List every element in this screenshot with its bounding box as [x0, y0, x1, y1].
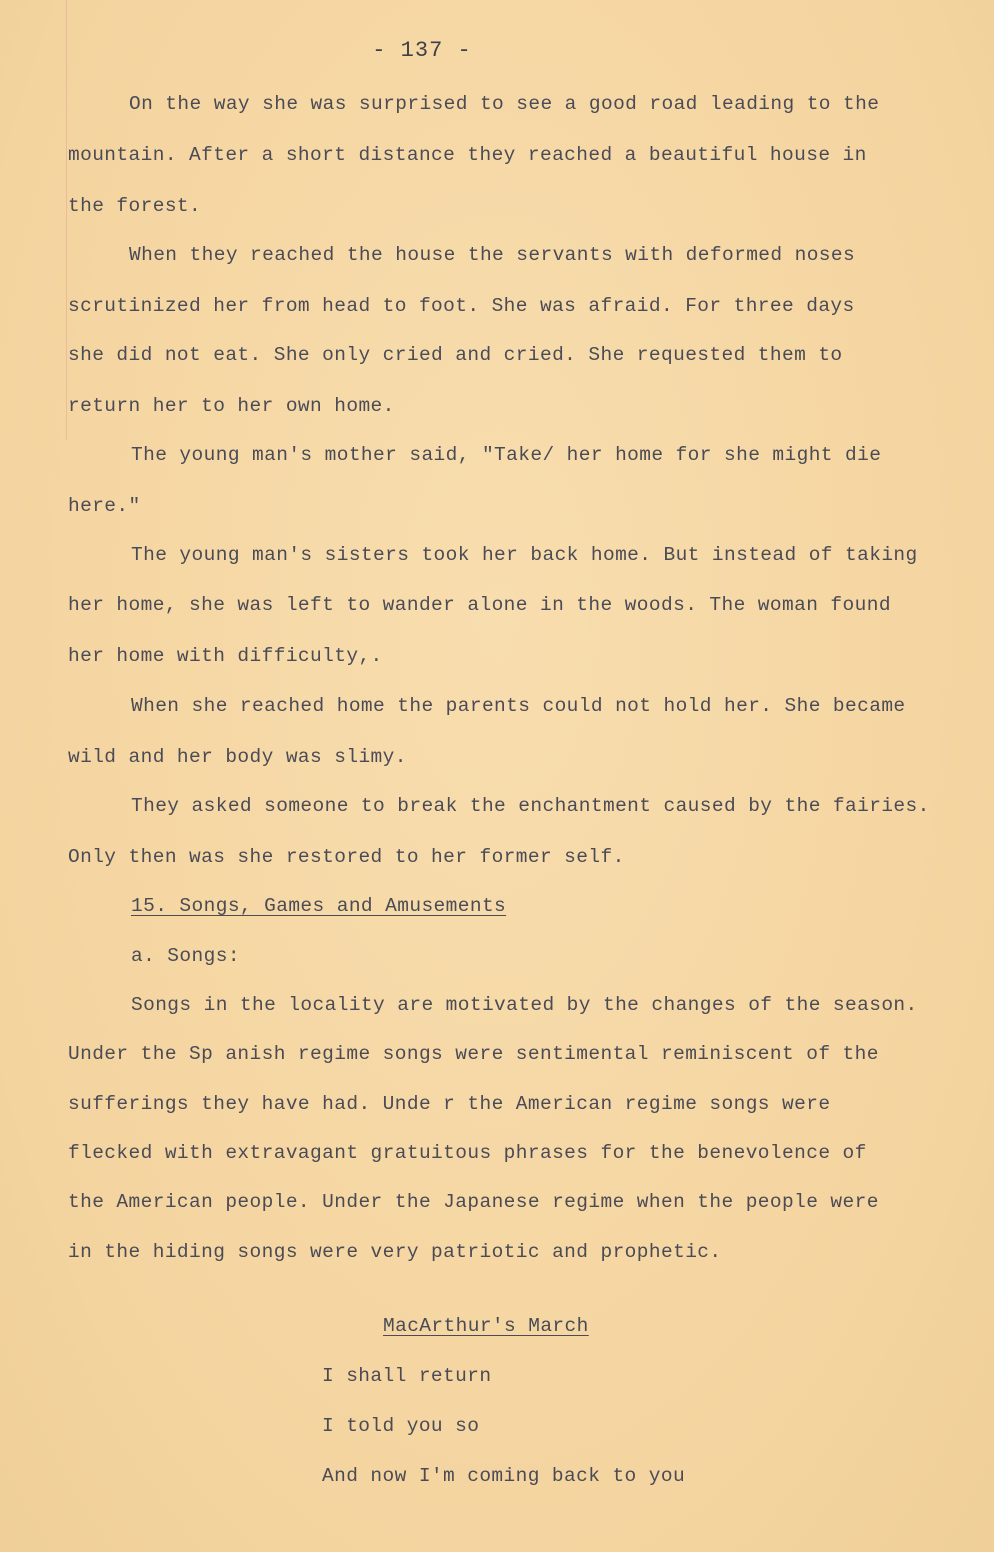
- song-title: MacArthur's March: [383, 1315, 589, 1337]
- paragraph-line: The young man's mother said, "Take/ her home for she might die: [131, 444, 882, 466]
- paragraph-line: the American people. Under the Japanese regime when the people were: [68, 1191, 879, 1213]
- song-line: I told you so: [322, 1415, 480, 1437]
- paragraph-line: sufferings they have had. Unde r the American regime songs were: [68, 1093, 831, 1115]
- page-number: - 137 -: [372, 38, 472, 63]
- section-subheading: a. Songs:: [131, 945, 240, 967]
- margin-line: [66, 0, 67, 440]
- paragraph-line: in the hiding songs were very patriotic and prophetic.: [68, 1241, 722, 1263]
- paragraph-line: The young man's sisters took her back home. But instead of taking: [131, 544, 918, 566]
- paragraph-line: wild and her body was slimy.: [68, 746, 407, 768]
- paragraph-line: here.": [68, 495, 141, 517]
- song-line: And now I'm coming back to you: [322, 1465, 686, 1487]
- paragraph-line: When she reached home the parents could not hold her. She became: [131, 695, 906, 717]
- paragraph-line: her home, she was left to wander alone in the woods. The woman found: [68, 594, 891, 616]
- paragraph-line: flecked with extravagant gratuitous phrases for the benevolence of: [68, 1142, 867, 1164]
- paragraph-line: she did not eat. She only cried and cried. She requested them to: [68, 344, 843, 366]
- paragraph-line: scrutinized her from head to foot. She was afraid. For three days: [68, 295, 855, 317]
- paragraph-line: the forest.: [68, 195, 202, 217]
- paragraph-line: her home with difficulty,.: [68, 645, 383, 667]
- paragraph-line: Only then was she restored to her former self.: [68, 846, 625, 868]
- section-heading: 15. Songs, Games and Amusements: [131, 895, 507, 917]
- paragraph-line: On the way she was surprised to see a good road leading to the: [129, 93, 880, 115]
- paragraph-line: Under the Sp anish regime songs were sentimental reminiscent of the: [68, 1043, 879, 1065]
- paragraph-line: When they reached the house the servants with deformed noses: [129, 244, 856, 266]
- paragraph-line: mountain. After a short distance they reached a beautiful house in: [68, 144, 867, 166]
- paragraph-line: Songs in the locality are motivated by the changes of the season.: [131, 994, 918, 1016]
- paragraph-line: They asked someone to break the enchantment caused by the fairies.: [131, 795, 930, 817]
- song-line: I shall return: [322, 1365, 492, 1387]
- paragraph-line: return her to her own home.: [68, 395, 395, 417]
